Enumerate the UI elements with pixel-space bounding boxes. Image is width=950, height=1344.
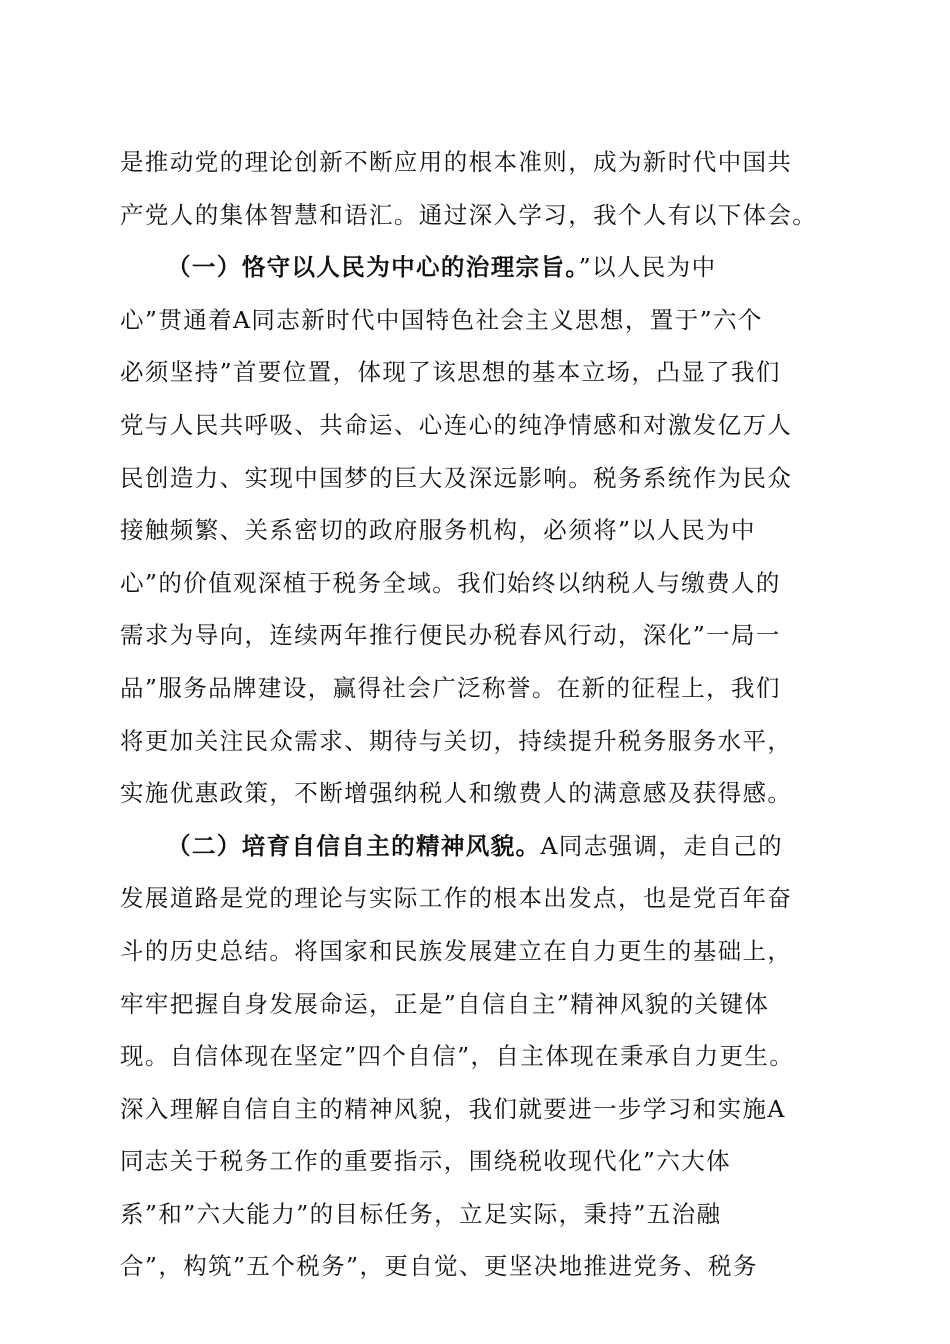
document-body: [120, 136, 840, 1293]
section-heading: （一）恪守以人民为中心的治理宗旨。: [167, 253, 579, 282]
text-line: 实施优惠政策，不断增强纳税人和缴费人的满意感及获得感。: [120, 779, 793, 808]
section-heading: （二）培育自信自主的精神风貌。: [167, 831, 541, 860]
text-line: 民创造力、实现中国梦的巨大及深远影响。税务系统作为民众: [120, 463, 793, 492]
text-line: 接触频繁、关系密切的政府服务机构，必须将”以人民为中: [120, 516, 756, 545]
text-line: 产党人的集体智慧和语汇。通过深入学习，我个人有以下体会。: [120, 200, 818, 229]
text-line: 发展道路是党的理论与实际工作的根本出发点，也是党百年奋: [120, 884, 793, 913]
text-line: 是推动党的理论创新不断应用的根本准则，成为新时代中国共: [120, 148, 793, 176]
text-run: ”以人民为中: [578, 253, 717, 282]
text-line: 合”，构筑”五个税务”，更自觉、更坚决地推进党务、税务: [120, 1252, 758, 1281]
text-line: 品”服务品牌建设，赢得社会广泛称誉。在新的征程上，我们: [120, 673, 781, 702]
text-line: 必须坚持”首要位置，体现了该思想的基本立场，凸显了我们: [120, 358, 781, 387]
text-line: 现。自信体现在坚定”四个自信”，自主体现在秉承自力更生。: [120, 1042, 795, 1071]
text-run: A同志强调，走自己的: [540, 831, 783, 860]
text-line: 同志关于税务工作的重要指示，围绕税收现代化”六大体: [120, 1147, 732, 1176]
text-line: 系”和”六大能力”的目标任务，立足实际，秉持”五治融: [120, 1199, 722, 1228]
text-line: 需求为导向，连续两年推行便民办税春风行动，深化”一局一: [120, 621, 781, 650]
text-line: 将更加关注民众需求、期待与关切，持续提升税务服务水平，: [120, 726, 793, 755]
section-heading-line: [120, 820, 840, 873]
text-line: 牢牢把握自身发展命运，正是”自信自主”精神风貌的关键体: [120, 989, 770, 1018]
text-line: 党与人民共呼吸、共命运、心连心的纯净情感和对激发亿万人: [120, 410, 793, 439]
text-line: 斗的历史总结。将国家和民族发展建立在自力更生的基础上，: [120, 936, 793, 965]
text-line: 心”的价值观深植于税务全域。我们始终以纳税人与缴费人的: [120, 568, 781, 597]
section-heading-line: [120, 241, 840, 294]
text-line: 心”贯通着A同志新时代中国特色社会主义思想，置于”六个: [120, 305, 763, 334]
text-line: 深入理解自信自主的精神风貌，我们就要进一步学习和实施A: [120, 1094, 786, 1123]
